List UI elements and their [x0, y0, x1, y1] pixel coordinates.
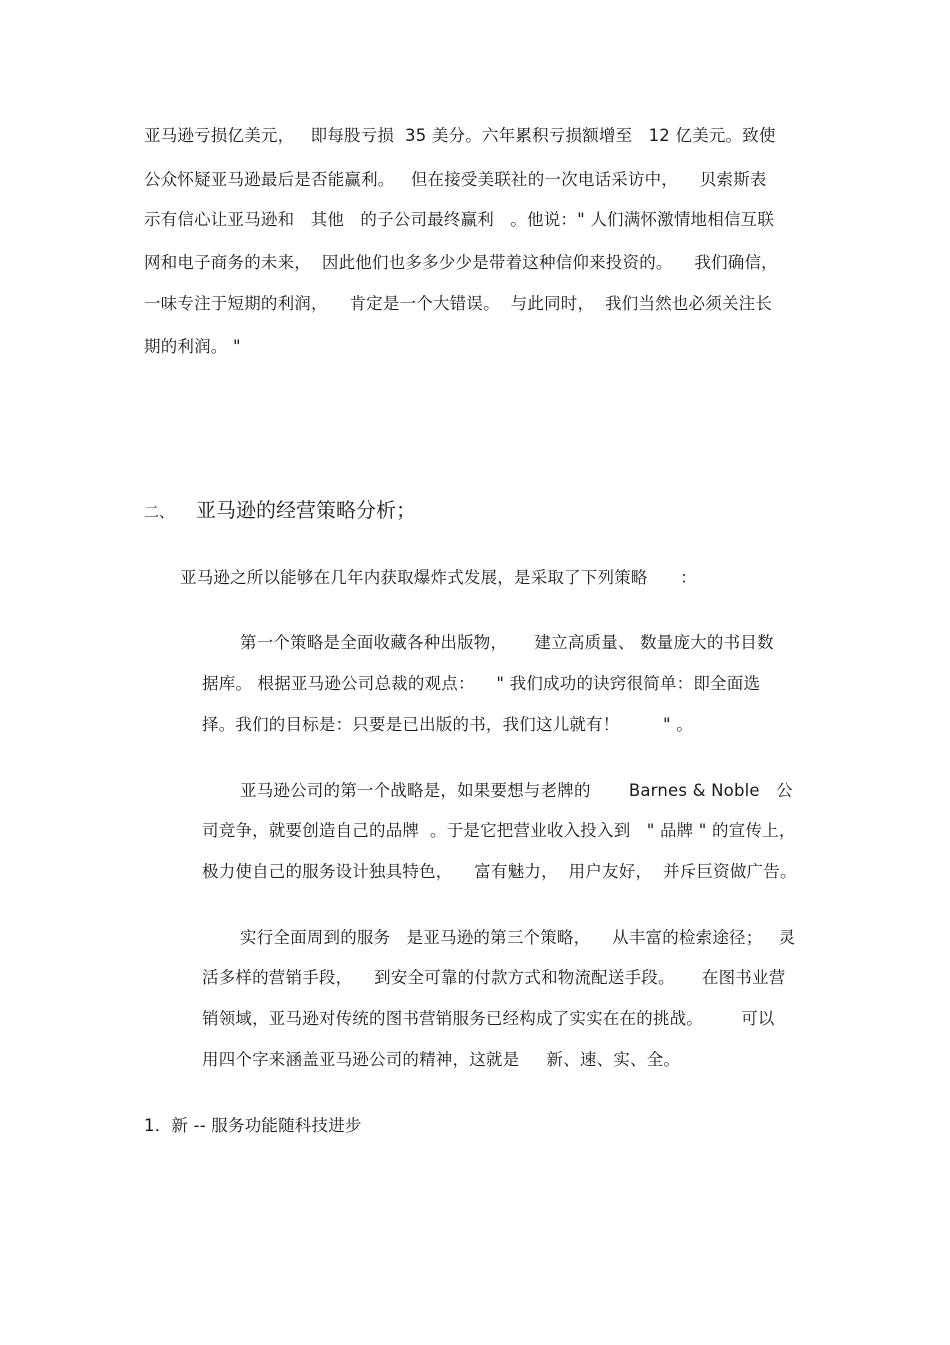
- text-line: 销领域，亚马逊对传统的图书营销服务已经构成了实实在在的挑战。 可以: [202, 1009, 775, 1028]
- text-line: 司竞争，就要创造自己的品牌 。于是它把营业收入投入到 " 品牌 " 的宣传上，: [202, 821, 796, 840]
- text-line: 示有信心让亚马逊和 其他 的子公司最终赢利 。他说：" 人们满怀激情地相信互联: [144, 210, 775, 229]
- text-line: 择。我们的目标是：只要是已出版的书，我们这儿就有！ " 。: [202, 715, 693, 734]
- text-line: 网和电子商务的未来， 因此他们也多多少少是带着这种信仰来投资的。 我们确信，: [144, 253, 778, 272]
- section-number: 二、: [144, 503, 175, 521]
- text-line: 用四个字来涵盖亚马逊公司的精神，这就是 新、速、实、全。: [202, 1050, 681, 1069]
- text-line: 一味专注于短期的利润， 肯定是一个大错误。 与此同时， 我们当然也必须关注长: [144, 294, 773, 313]
- text-line: 实行全面周到的服务 是亚马逊的第三个策略， 从丰富的检索途径； 灵: [240, 928, 796, 947]
- text-line: 亚马逊公司的第一个战略是，如果要想与老牌的 Barnes & Noble 公: [240, 781, 793, 800]
- text-line: 公众怀疑亚马逊最后是否能赢利。 但在接受美联社的一次电话采访中， 贝索斯表: [144, 170, 767, 189]
- text-line: 活多样的营销手段， 到安全可靠的付款方式和物流配送手段。 在图书业营: [202, 968, 786, 987]
- text-line: 极力使自己的服务设计独具特色， 富有魅力， 用户友好， 并斥巨资做广告。: [202, 862, 797, 881]
- subsection-heading: 1．新 -- 服务功能随科技进步: [144, 1116, 362, 1135]
- section-title: 亚马逊的经营策略分析；: [196, 498, 416, 522]
- strategy-intro: 亚马逊之所以能够在几年内获取爆炸式发展，是采取了下列策略 ：: [180, 568, 697, 587]
- text-line: 据库。 根据亚马逊公司总裁的观点： " 我们成功的诀窍很简单：即全面选: [202, 674, 761, 693]
- text-line: 第一个策略是全面收藏各种出版物， 建立高质量、 数量庞大的书目数: [240, 633, 774, 652]
- text-line: 期的利润。 ": [144, 337, 241, 356]
- text-line: 亚马逊亏损亿美元， 即每股亏损 35 美分。六年累积亏损额增至 12 亿美元。致使: [144, 126, 776, 145]
